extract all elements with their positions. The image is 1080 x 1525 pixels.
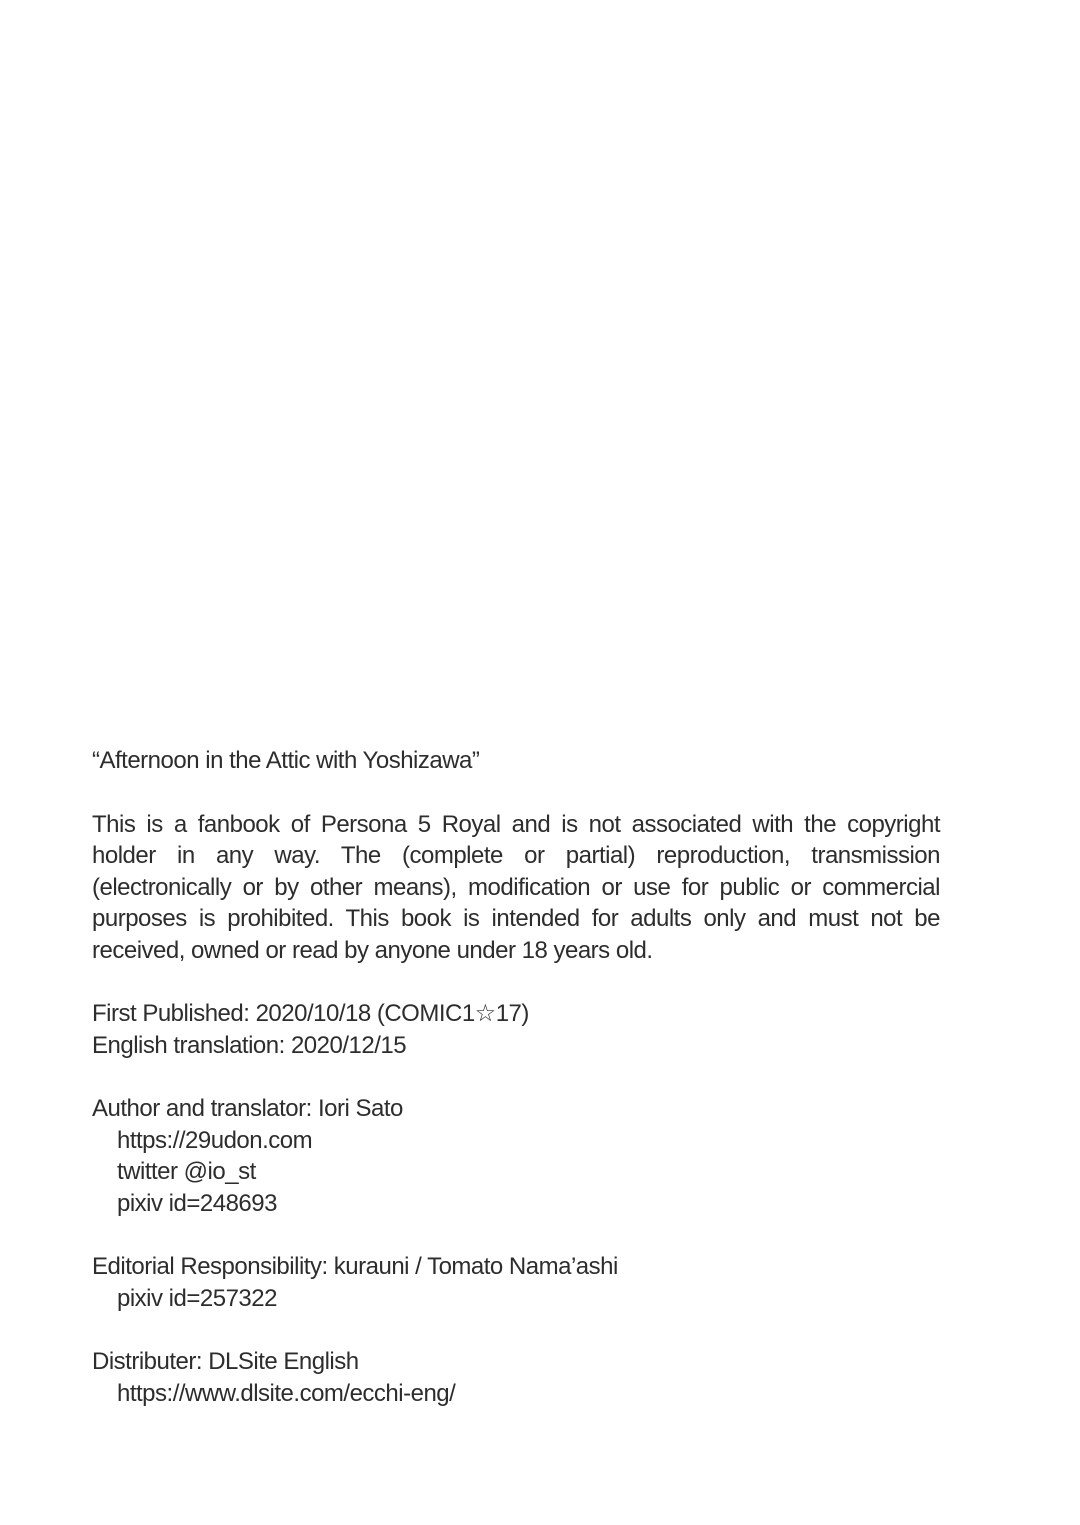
author-twitter: twitter @io_st	[117, 1158, 256, 1185]
author-info	[92, 1093, 940, 1219]
distributor-url: https://www.dlsite.com/ecchi-eng/	[117, 1379, 456, 1407]
editorial-pixiv-id: pixiv id=257322	[117, 1284, 277, 1312]
first-published-line: First Published: 2020/10/18 (COMIC1☆17)	[92, 1000, 529, 1027]
author-heading: Author and translator: Iori Sato	[92, 1095, 403, 1122]
book-title: “Afternoon in the Attic with Yoshizawa”	[92, 747, 480, 774]
english-translation-line: English translation: 2020/12/15	[92, 1031, 407, 1059]
publication-info	[92, 998, 940, 1061]
copyright-disclaimer: This is a fanbook of Persona 5 Royal and is not associated with the copyright holder in any way. The (complete or partial) reproduction, transmission (electronically or by other means), modification or use for public or commercial purposes is prohibited. This book is intended for adults only and must not be received, owned or read by anyone under 18 years old.	[92, 810, 940, 964]
colophon-page	[92, 745, 940, 1409]
author-website: https://29udon.com	[117, 1126, 313, 1154]
distributor-heading: Distributer: DLSite English	[92, 1348, 359, 1375]
distributor-info	[92, 1346, 940, 1409]
editorial-heading: Editorial Responsibility: kurauni / Tomato Nama’ashi	[92, 1253, 618, 1280]
author-pixiv-id: pixiv id=248693	[117, 1189, 277, 1217]
editorial-info	[92, 1251, 940, 1314]
